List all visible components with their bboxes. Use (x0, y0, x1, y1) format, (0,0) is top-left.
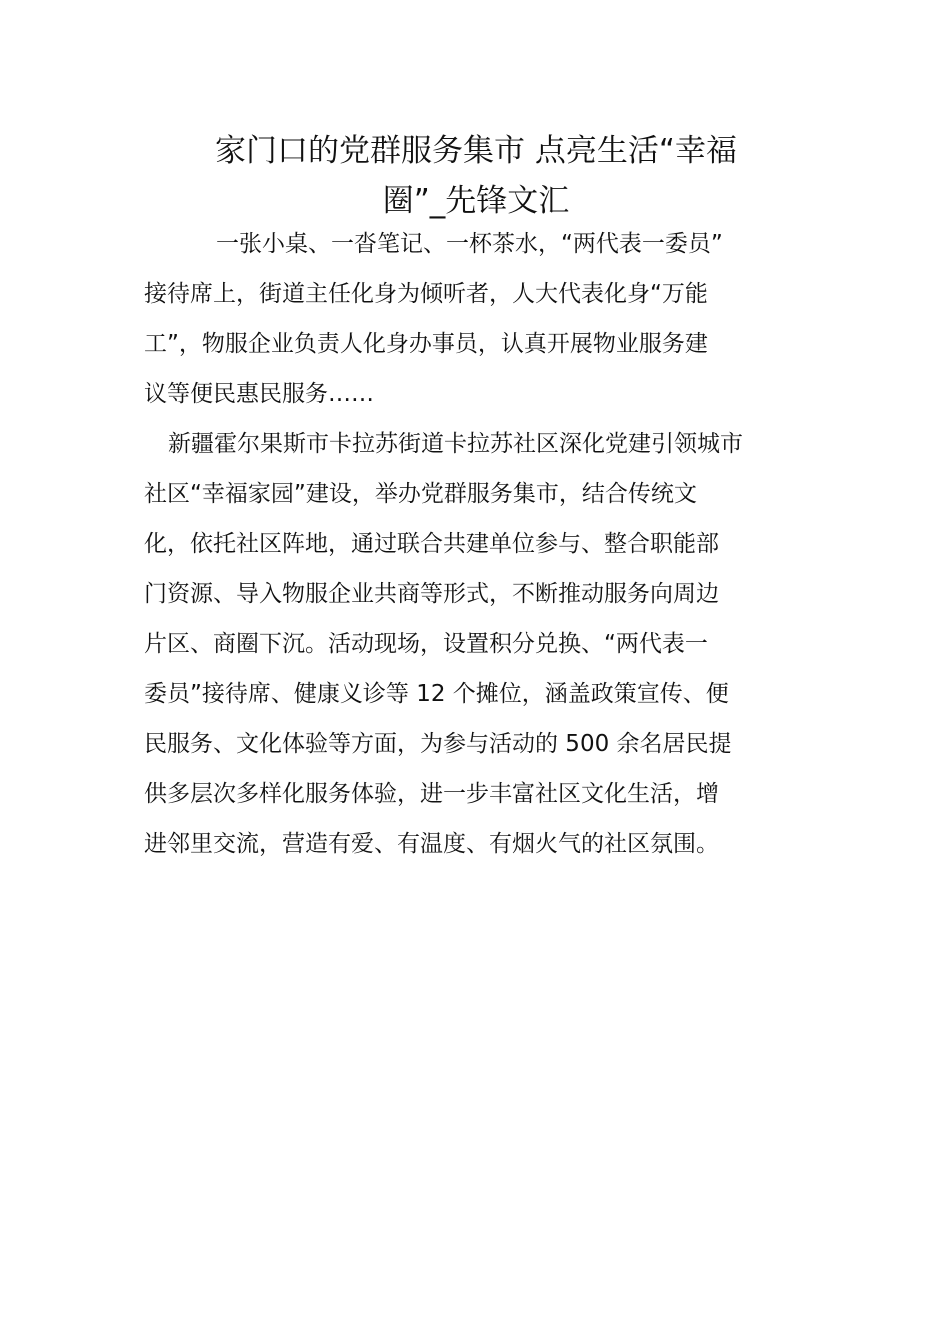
title-line: 家门口的党群服务集市 点亮生活“幸福 (215, 133, 737, 169)
paragraph-line: 片区、商圈下沉。活动现场，设置积分兑换、“两代表一 (144, 631, 708, 657)
paragraph-line: 化，依托社区阵地，通过联合共建单位参与、整合职能部 (144, 531, 719, 557)
paragraph-line: 供多层次多样化服务体验，进一步丰富社区文化生活，增 (144, 781, 719, 807)
paragraph-line: 门资源、导入物服企业共商等形式，不断推动服务向周边 (144, 581, 719, 607)
document-body (144, 126, 808, 869)
paragraph-intro (144, 219, 808, 419)
paragraph-line: 一张小桌、一沓笔记、一杯茶水，“两代表一委员” (216, 231, 723, 257)
paragraph-line: 进邻里交流，营造有爱、有温度、有烟火气的社区氛围。 (144, 831, 719, 857)
paragraph-line: 委员”接待席、健康义诊等 12 个摊位，涵盖政策宣传、便 (144, 681, 729, 707)
title-line: 圈”_先锋文汇 (382, 183, 570, 219)
paragraph-line: 接待席上，街道主任化身为倾听者，人大代表化身“万能 (144, 281, 708, 307)
paragraph-line: 工”，物服企业负责人化身办事员，认真开展物业服务建 (144, 331, 708, 357)
document-title (144, 126, 808, 226)
paragraph-line: 社区“幸福家园”建设，举办党群服务集市，结合传统文 (144, 481, 697, 507)
paragraph-main (144, 419, 808, 869)
paragraph-line: 议等便民惠民服务…… (144, 381, 374, 407)
paragraph-line: 新疆霍尔果斯市卡拉苏街道卡拉苏社区深化党建引领城市 (168, 431, 743, 457)
paragraph-line: 民服务、文化体验等方面，为参与活动的 500 余名居民提 (144, 731, 732, 757)
